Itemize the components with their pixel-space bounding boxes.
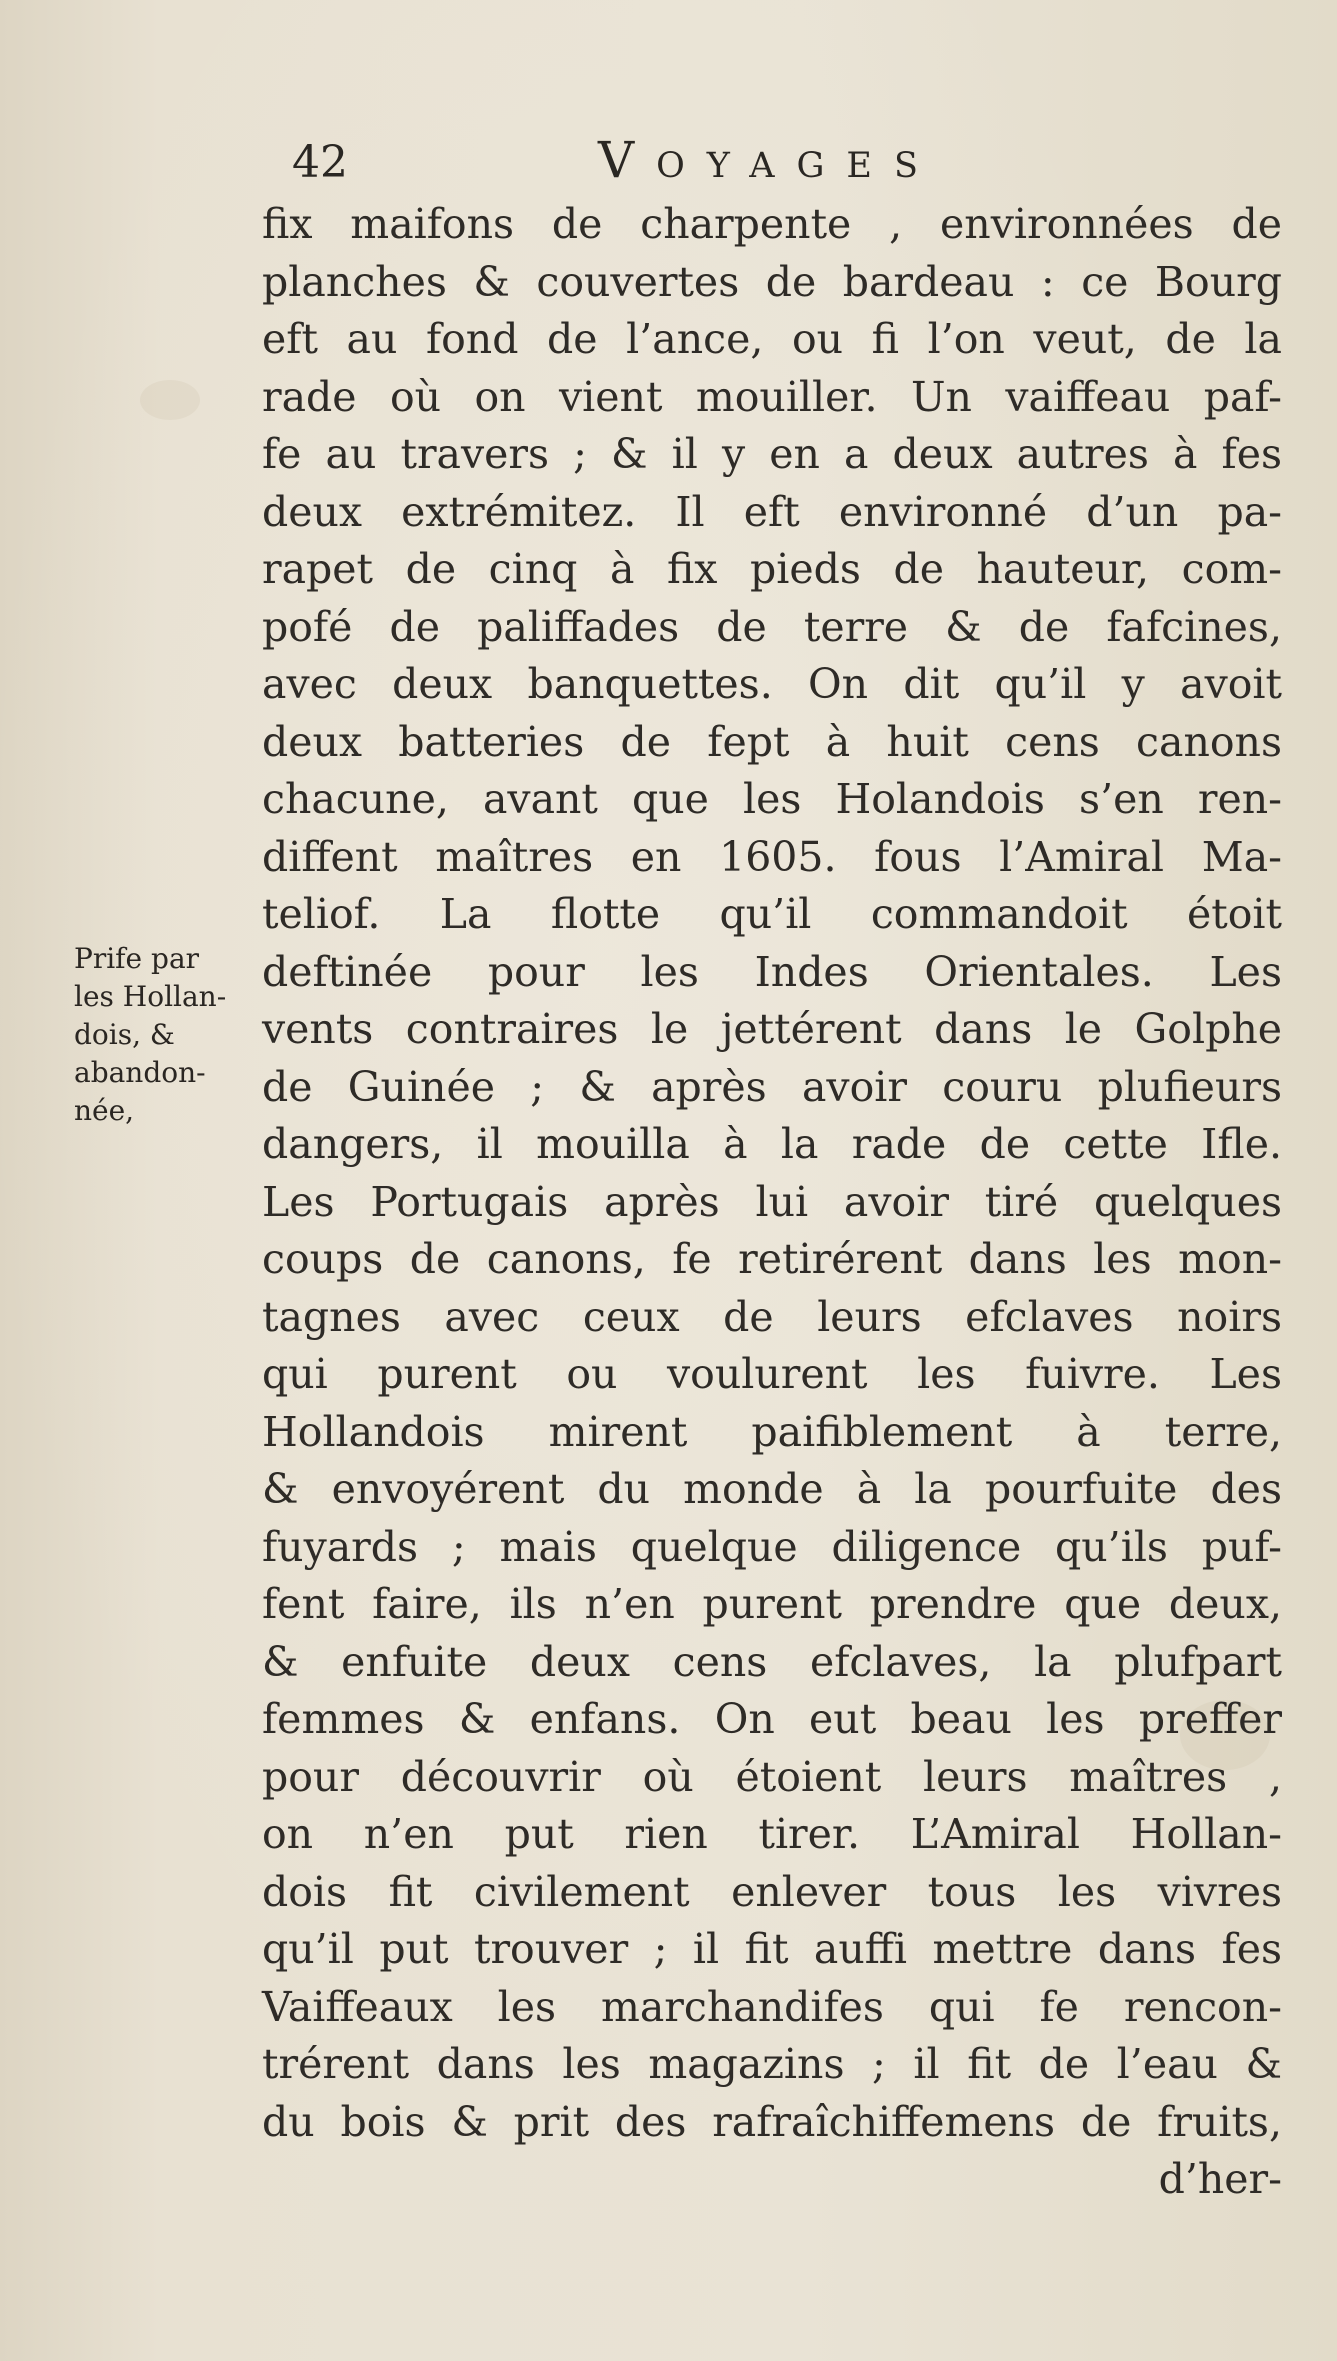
- text-line: qui purent ou voulurent les fuivre. Les: [262, 1350, 1282, 1398]
- text-line: avec deux banquettes. On dit qu’il y avoit: [262, 660, 1282, 708]
- text-line: du bois & prit des rafraîchiffemens de fruits,: [262, 2097, 1282, 2146]
- text-line: qu’il put trouver ; il fit auffi mettre dans fes: [262, 1925, 1282, 1973]
- text-line: rade où on vient mouiller. Un vaiffeau paf-: [262, 372, 1282, 421]
- text-line: Vaiffeaux les marchandifes qui fe rencon-: [262, 1982, 1282, 2031]
- margin-note-line: dois, &: [74, 1018, 175, 1051]
- text-line: & envoyérent du monde à la pourfuite des: [262, 1465, 1282, 1513]
- margin-note-line: abandon-: [74, 1056, 206, 1089]
- text-line: dois fit civilement enlever tous les vivres: [262, 1867, 1282, 1916]
- margin-note: [74, 940, 244, 1130]
- text-line: planches & couvertes de bardeau : ce Bourg: [262, 257, 1282, 306]
- text-line: fix maifons de charpente , environnées de: [262, 200, 1282, 248]
- paper-stain: [140, 380, 200, 420]
- text-line: femmes & enfans. On eut beau les preffer: [262, 1695, 1282, 1743]
- text-line: & enfuite deux cens efclaves, la plufpart: [262, 1637, 1282, 1686]
- margin-note-line: Prife par: [74, 942, 200, 975]
- text-line: trérent dans les magazins ; il fit de l’eau &: [262, 2040, 1282, 2088]
- text-line: on n’en put rien tirer. L’Amiral Hollan-: [262, 1810, 1282, 1858]
- text-line: Hollandois mirent paifiblement à terre,: [262, 1407, 1282, 1456]
- text-line: eft au fond de l’ance, ou fi l’on veut, de la: [262, 315, 1282, 363]
- text-line: pour découvrir où étoient leurs maîtres ,: [262, 1752, 1282, 1801]
- text-line: dangers, il mouilla à la rade de cette Ifle.: [262, 1120, 1282, 1168]
- text-line: deux batteries de fept à huit cens canons: [262, 717, 1282, 766]
- text-line: Les Portugais après lui avoir tiré quelques: [262, 1177, 1282, 1226]
- text-line: chacune, avant que les Holandois s’en ren-: [262, 775, 1282, 823]
- text-line: pofé de paliffades de terre & de fafcines,: [262, 602, 1282, 651]
- text-line: rapet de cinq à fix pieds de hauteur, com-: [262, 545, 1282, 593]
- text-line: teliof. La flotte qu’il commandoit étoit: [262, 890, 1282, 938]
- text-line: coups de canons, fe retirérent dans les mon-: [262, 1235, 1282, 1283]
- text-line: fe au travers ; & il y en a deux autres à fes: [262, 430, 1282, 478]
- page-number: 42: [292, 137, 348, 188]
- body-text: [262, 196, 1282, 2209]
- text-line: fuyards ; mais quelque diligence qu’ils puf-: [262, 1522, 1282, 1571]
- text-line: d’her-: [1158, 2155, 1282, 2203]
- margin-note-line: née,: [74, 1094, 135, 1127]
- running-title: Voyages: [598, 131, 940, 189]
- margin-note-line: les Hollan-: [74, 980, 227, 1013]
- text-line: deftinée pour les Indes Orientales. Les: [262, 947, 1282, 996]
- text-line: vents contraires le jettérent dans le Golphe: [262, 1005, 1282, 1053]
- text-line: de Guinée ; & après avoir couru plufieurs: [262, 1062, 1282, 1111]
- text-line: tagnes avec ceux de leurs efclaves noirs: [262, 1292, 1282, 1341]
- text-line: diffent maîtres en 1605. fous l’Amiral Ma-: [262, 832, 1282, 881]
- text-line: deux extrémitez. Il eft environné d’un pa-: [262, 487, 1282, 536]
- text-line: fent faire, ils n’en purent prendre que deux,: [262, 1580, 1282, 1628]
- page-header: [0, 132, 1337, 192]
